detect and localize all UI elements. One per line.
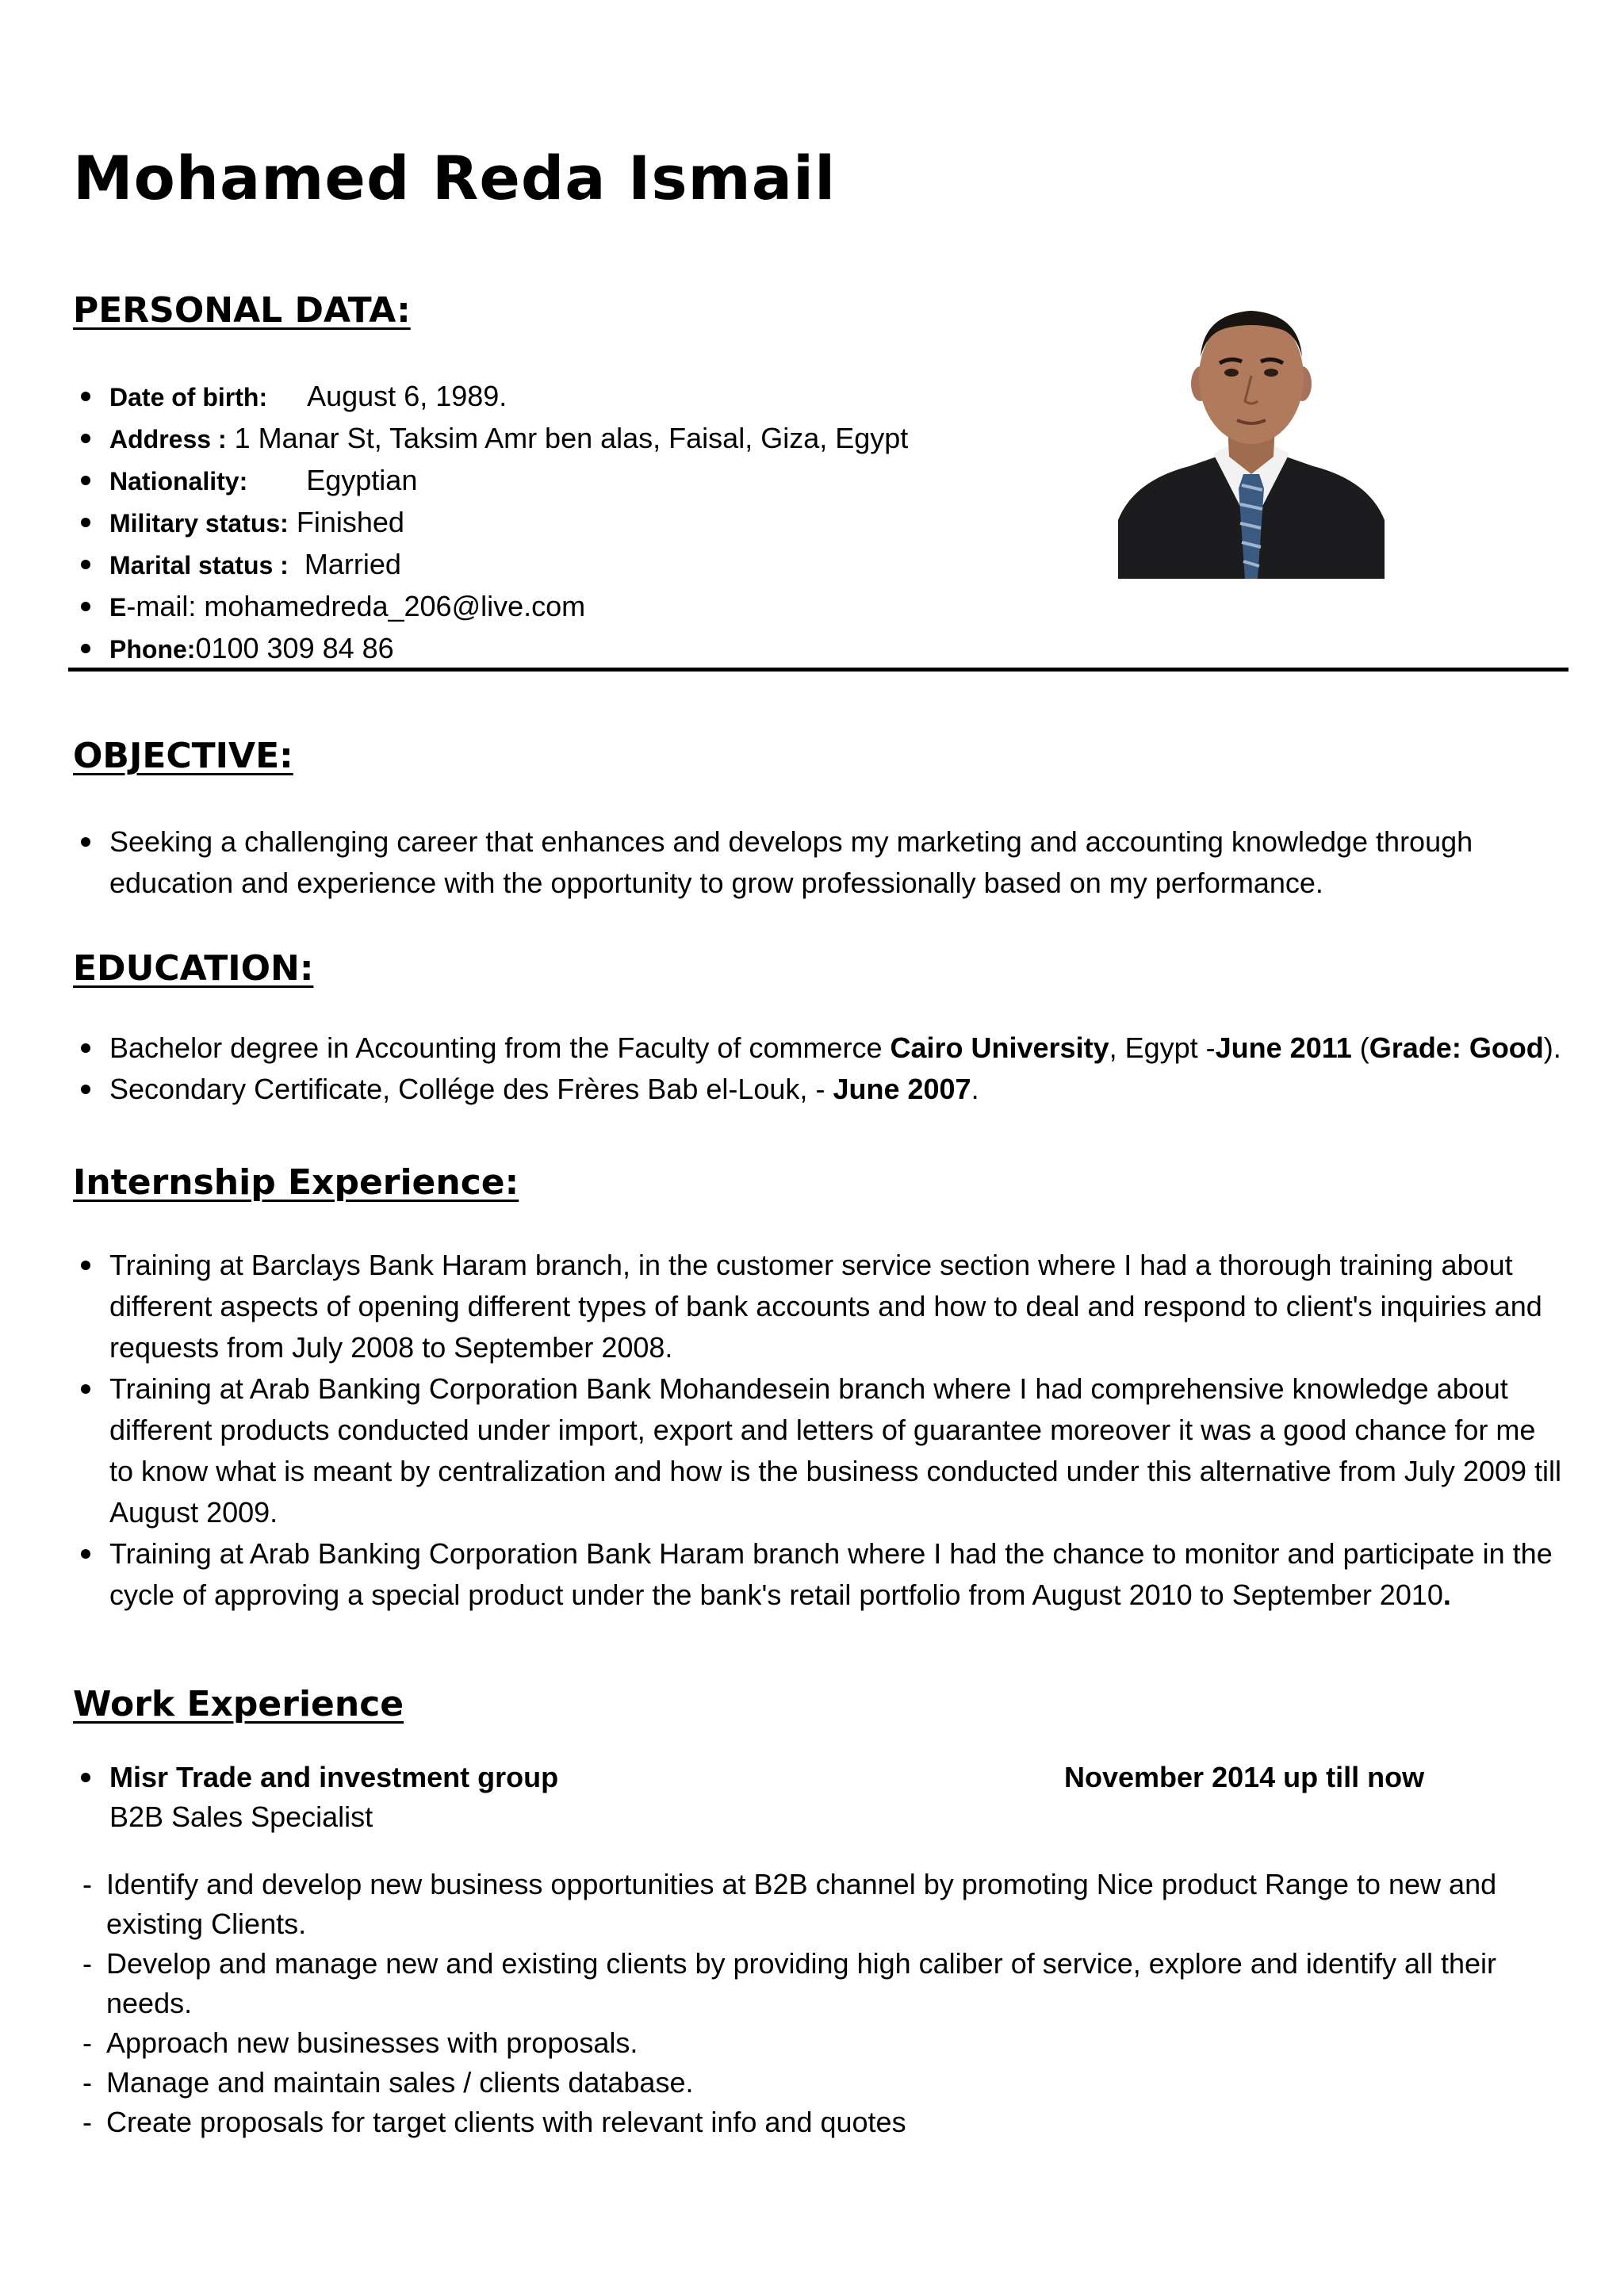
job-title: B2B Sales Specialist bbox=[109, 1800, 373, 1833]
email-label-e: E bbox=[109, 593, 127, 622]
section-divider bbox=[68, 668, 1568, 672]
address-value: 1 Manar St, Taksim Amr ben alas, Faisal, Giza, Egypt bbox=[234, 422, 909, 454]
list-item: Seeking a challenging career that enhances and develops my marketing and accounting knowledge through education and experience with the opportunity to grow professionally based on my performance. bbox=[73, 821, 1564, 904]
personal-data-heading: PERSONAL DATA: bbox=[73, 290, 411, 331]
nationality-value: Egyptian bbox=[306, 464, 418, 496]
list-item: Training at Arab Banking Corporation Bank Mohandesein branch where I had comprehensive knowledge about different products conducted under import, export and letters of guarantee moreover it was a good chance for me to know what is meant by centralization and how is the business conducted under this alternative from July 2009 till August 2009. bbox=[73, 1368, 1564, 1533]
dob-value: August 6, 1989. bbox=[307, 380, 508, 412]
list-item: Secondary Certificate, Collége des Frères Bab el-Louk, - June 2007. bbox=[73, 1069, 1595, 1110]
objective-heading: OBJECTIVE: bbox=[73, 736, 293, 776]
military-value: Finished bbox=[296, 506, 404, 538]
list-item: Training at Barclays Bank Haram branch, in the customer service section where I had a thorough training about different aspects of opening different types of bank accounts and how to deal and respond to client's inquiries and requests from July 2008 to September 2008. bbox=[73, 1245, 1564, 1368]
list-item bbox=[73, 502, 1064, 544]
education-heading: EDUCATION: bbox=[73, 948, 314, 989]
candidate-name: Mohamed Reda Ismail bbox=[73, 143, 837, 213]
list-item bbox=[73, 586, 1064, 628]
internship-heading: Internship Experience: bbox=[73, 1162, 519, 1203]
marital-value: Married bbox=[304, 548, 401, 580]
profile-photo bbox=[1118, 290, 1385, 579]
education-list bbox=[73, 1027, 1595, 1110]
list-item bbox=[73, 418, 1064, 460]
phone-label: Phone: bbox=[109, 635, 196, 664]
address-label: Address : bbox=[109, 425, 227, 453]
list-item bbox=[73, 376, 1064, 418]
list-item: - Create proposals for target clients with relevant info and quotes bbox=[82, 2103, 1557, 2142]
portrait-illustration bbox=[1118, 290, 1385, 579]
dob-label: Date of birth: bbox=[109, 383, 268, 411]
list-item: Bachelor degree in Accounting from the Faculty of commerce Cairo University, Egypt -June 2011 (Grade: Good). bbox=[73, 1027, 1595, 1069]
email-label: -mail: bbox=[126, 590, 197, 622]
list-item: - Manage and maintain sales / clients database. bbox=[82, 2063, 1557, 2103]
list-item bbox=[73, 544, 1064, 586]
phone-value: 0100 309 84 86 bbox=[195, 632, 394, 664]
nationality-label: Nationality: bbox=[109, 467, 248, 496]
list-item bbox=[73, 628, 1064, 670]
objective-list bbox=[73, 821, 1564, 904]
list-item bbox=[73, 460, 1064, 502]
personal-data-list bbox=[73, 376, 1064, 670]
duties-list bbox=[82, 1865, 1557, 2142]
work-heading: Work Experience bbox=[73, 1684, 404, 1724]
company-name: Misr Trade and investment group bbox=[73, 1757, 558, 1798]
list-item: - Approach new businesses with proposals. bbox=[82, 2023, 1557, 2063]
email-value: mohamedreda_206@live.com bbox=[204, 590, 586, 622]
list-item: - Develop and manage new and existing clients by providing high caliber of service, explore and identify all their needs. bbox=[82, 1944, 1557, 2023]
list-item: Training at Arab Banking Corporation Bank Haram branch where I had the chance to monitor and participate in the cycle of approving a special product under the bank's retail portfolio from August 2010 to September 2010. bbox=[73, 1533, 1564, 1616]
military-label: Military status: bbox=[109, 509, 289, 538]
marital-label: Marital status : bbox=[109, 551, 289, 580]
internship-list bbox=[73, 1245, 1564, 1616]
work-dates: November 2014 up till now bbox=[1064, 1761, 1425, 1793]
list-item: - Identify and develop new business opportunities at B2B channel by promoting Nice product Range to new and existing Clients. bbox=[82, 1865, 1557, 1944]
